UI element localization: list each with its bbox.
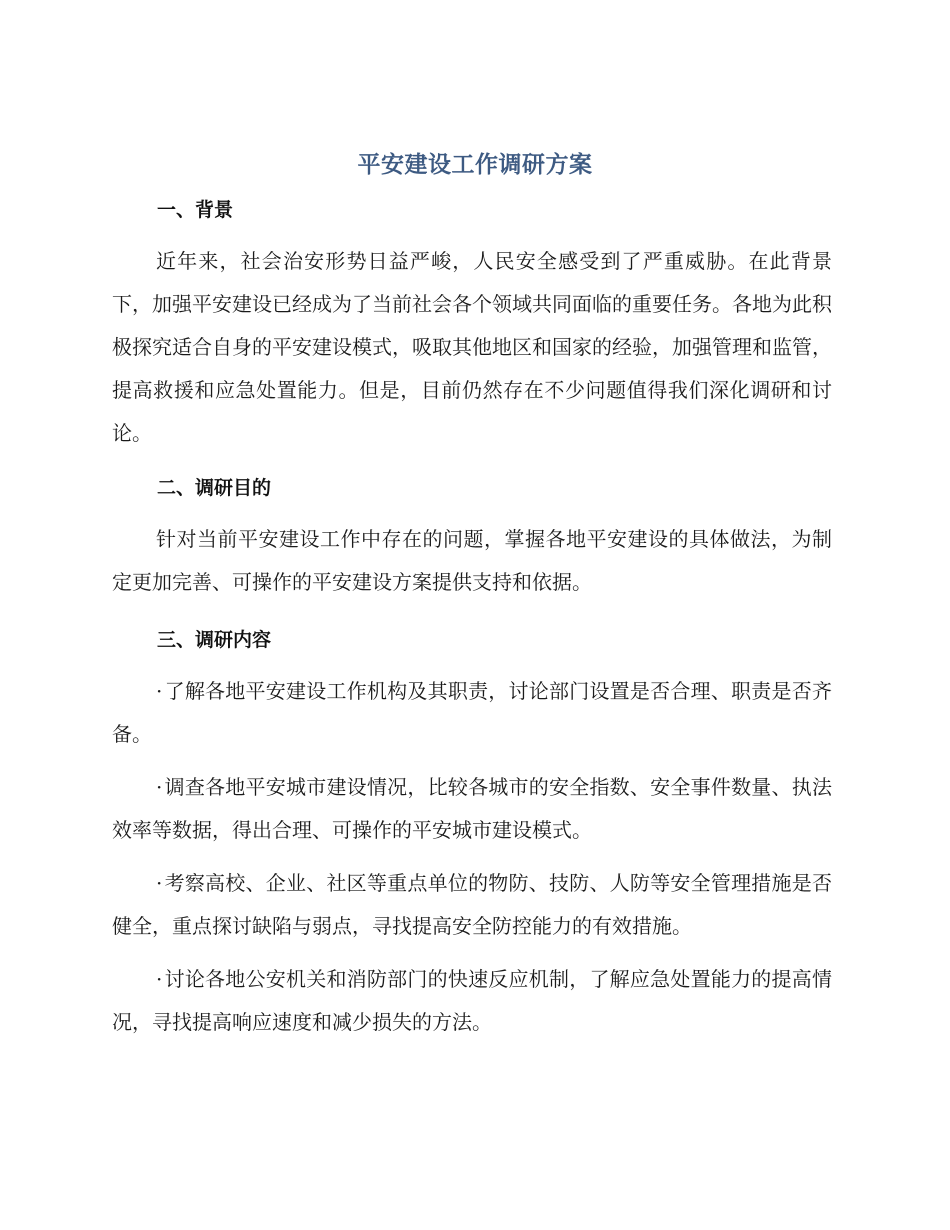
- list-item: [112, 670, 832, 756]
- section-heading-purpose: 二、调研目的: [157, 477, 272, 499]
- document-title: 平安建设工作调研方案: [357, 152, 593, 178]
- bullet-marker: ·: [156, 871, 163, 895]
- list-item: [112, 862, 832, 948]
- bullet-marker: ·: [156, 679, 163, 703]
- bullet-marker: ·: [156, 967, 163, 991]
- list-item: [112, 958, 832, 1044]
- list-item-text: 讨论各地公安机关和消防部门的快速反应机制，了解应急处置能力的提高情况，寻找提高响应速度和减少损失的方法。: [112, 967, 832, 1034]
- background-paragraph: 近年来，社会治安形势日益严峻，人民安全感受到了严重威胁。在此背景下，加强平安建设已经成为了当前社会各个领域共同面临的重要任务。各地为此积极探究适合自身的平安建设模式，吸取其他地区和国家的经验，加强管理和监管，提高救援和应急处置能力。但是，目前仍然存在不少问题值得我们深化调研和讨论。: [112, 249, 832, 445]
- list-item: [112, 766, 832, 852]
- purpose-paragraph: 针对当前平安建设工作中存在的问题，掌握各地平安建设的具体做法，为制定更加完善、可操作的平安建设方案提供支持和依据。: [112, 527, 832, 594]
- section-heading-background: 一、背景: [157, 199, 234, 221]
- list-item-text: 了解各地平安建设工作机构及其职责，讨论部门设置是否合理、职责是否齐备。: [112, 679, 832, 746]
- bullet-marker: ·: [156, 775, 163, 799]
- list-item-text: 调查各地平安城市建设情况，比较各城市的安全指数、安全事件数量、执法效率等数据，得出合理、可操作的平安城市建设模式。: [112, 775, 832, 842]
- list-item-text: 考察高校、企业、社区等重点单位的物防、技防、人防等安全管理措施是否健全，重点探讨缺陷与弱点，寻找提高安全防控能力的有效措施。: [112, 871, 832, 938]
- section-heading-content: 三、调研内容: [157, 629, 272, 651]
